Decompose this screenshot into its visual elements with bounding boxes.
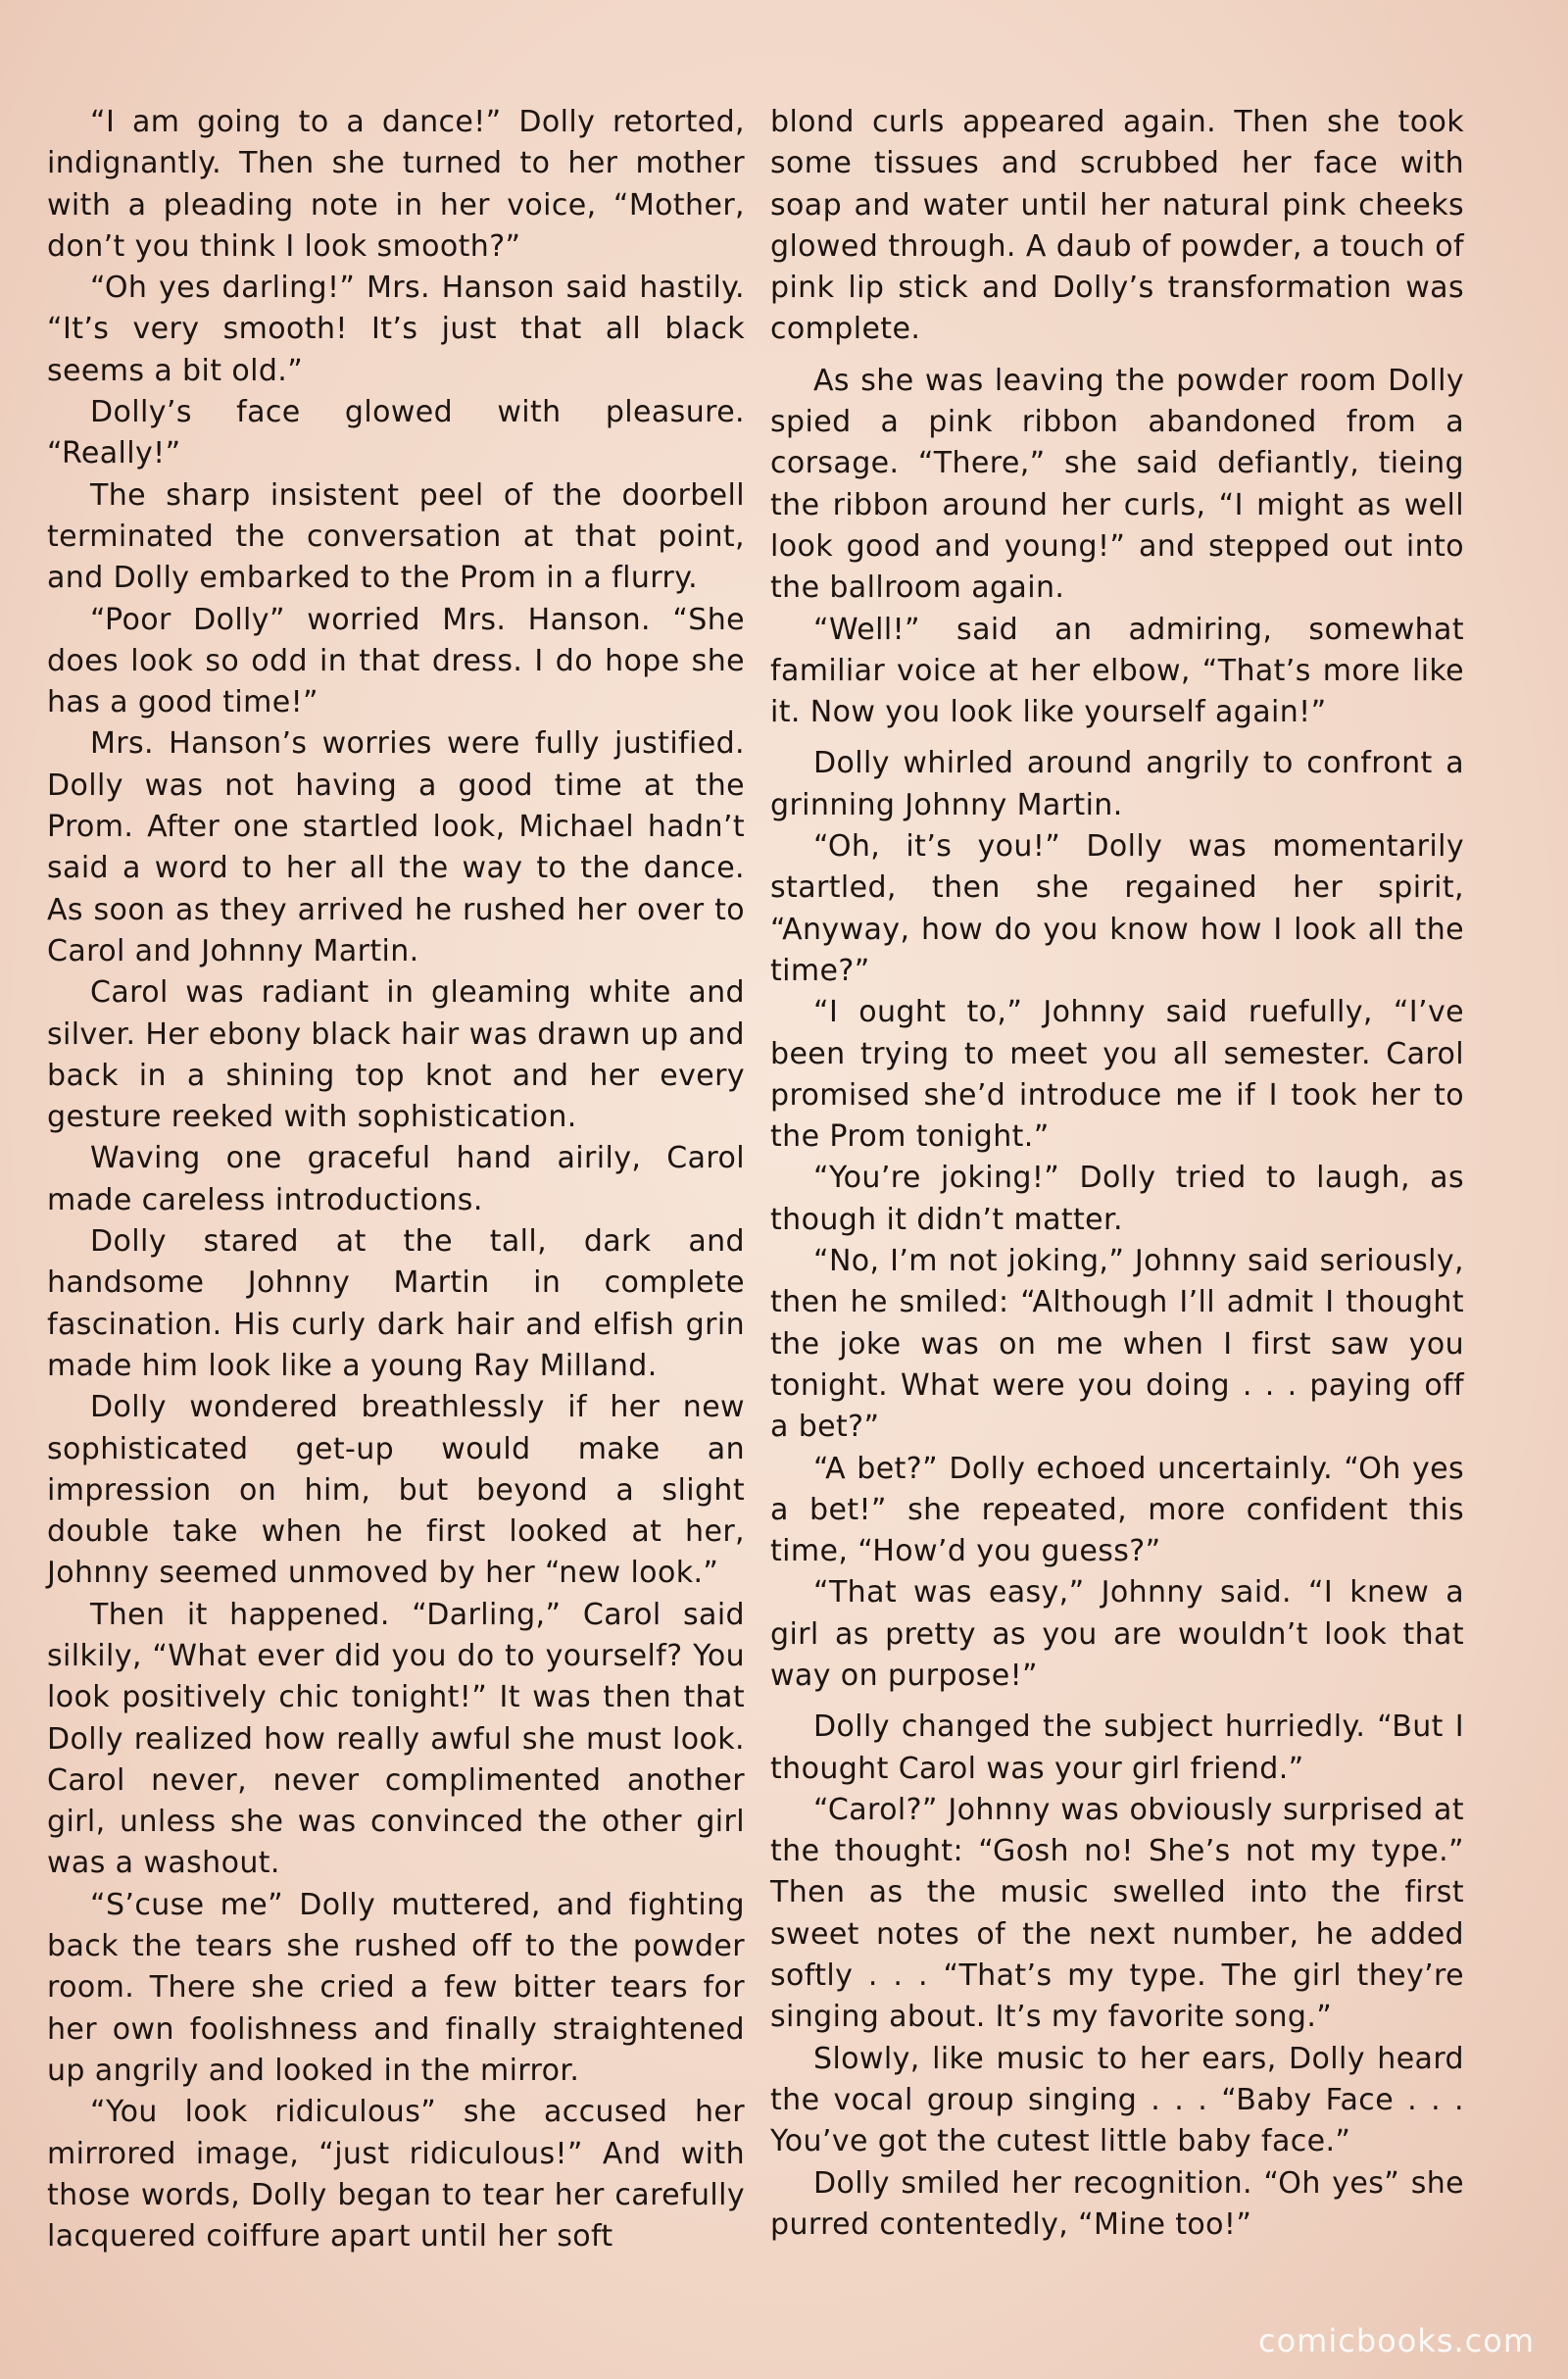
paragraph: “That was easy,” Johnny said. “I knew a girl as pretty as you are wouldn’t look that way on purpose!” (770, 1575, 1464, 1693)
paragraph: blond curls appeared again. Then she took some tissues and scrubbed her face with soap and water until her natural pink cheeks glowed through. A daub of powder, a touch of pink lip stick and Dolly’s transformation was complete. (770, 105, 1464, 347)
paragraph: “You’re joking!” Dolly tried to laugh, as though it didn’t matter. (770, 1161, 1464, 1237)
paragraph: Dolly whirled around angrily to confront a grinning Johnny Martin. (770, 746, 1464, 822)
paragraph: Dolly stared at the tall, dark and handsome Johnny Martin in complete fascination. His curly dark hair and elfish grin made him look like a young Ray Milland. (47, 1224, 745, 1383)
paragraph: Carol was radiant in gleaming white and silver. Her ebony black hair was drawn up and back in a shining top knot and her every gesture reeked with sophistication. (47, 975, 745, 1135)
paragraph: “I am going to a dance!” Dolly retorted, indignantly. Then she turned to her mother with a pleading note in her voice, “Mother, don’t you think I look smooth?” (47, 105, 745, 264)
watermark: comicbooks.com (1257, 2322, 1535, 2359)
paragraph: Dolly wondered breathlessly if her new sophisticated get-up would make an impression on him, but beyond a slight double take when he first looked at her, Johnny seemed unmoved by her “new look.” (47, 1390, 745, 1591)
left-text-column (47, 102, 745, 2257)
paragraph: “Carol?” Johnny was obviously surprised at the thought: “Gosh no! She’s not my type.” Then as the music swelled into the first sweet notes of the next number, he added softly . . . “That’s my type. The girl they’re singing about. It’s my favorite song.” (770, 1792, 1464, 2035)
paragraph: Then it happened. “Darling,” Carol said silkily, “What ever did you do to yourself? You look positively chic tonight!” It was then that Dolly realized how really awful she must look. Carol never, never complimented another girl, unless she was convinced the other girl was a washout. (47, 1597, 745, 1881)
paragraph: “Well!” said an admiring, somewhat familiar voice at her elbow, “That’s more like it. Now you look like yourself again!” (770, 612, 1464, 730)
paragraph: “Oh, it’s you!” Dolly was momentarily startled, then she regained her spirit, “Anyway, how do you know how I look all the time?” (770, 829, 1464, 988)
paragraph: Dolly’s face glowed with pleasure. “Really!” (47, 395, 745, 471)
paragraph: Waving one graceful hand airily, Carol made careless introductions. (47, 1141, 745, 1217)
paragraph: As she was leaving the powder room Dolly spied a pink ribbon abandoned from a corsage. “There,” she said defiantly, tieing the ribbon around her curls, “I might as well look good and young!” and stepped out into the ballroom again. (770, 363, 1464, 606)
paragraph: “Poor Dolly” worried Mrs. Hanson. “She does look so odd in that dress. I do hope she has a good time!” (47, 602, 745, 720)
paragraph: “Oh yes darling!” Mrs. Hanson said hastily. “It’s very smooth! It’s just that all black seems a bit old.” (47, 271, 745, 388)
paragraph: Mrs. Hanson’s worries were fully justified. Dolly was not having a good time at the Prom. After one startled look, Michael hadn’t said a word to her all the way to the dance. As soon as they arrived he rushed her over to Carol and Johnny Martin. (47, 726, 745, 968)
paragraph: “No, I’m not joking,” Johnny said seriously, then he smiled: “Although I’ll admit I thought the joke was on me when I first saw you tonight. What were you doing . . . paying off a bet?” (770, 1244, 1464, 1445)
paragraph: “You look ridiculous” she accused her mirrored image, “just ridiculous!” And with those words, Dolly began to tear her carefully lacquered coiffure apart until her soft (47, 2095, 745, 2255)
paragraph: “S’cuse me” Dolly muttered, and fighting back the tears she rushed off to the powder room. There she cried a few bitter tears for her own foolishness and finally straightened up angrily and looked in the mirror. (47, 1887, 745, 2088)
paragraph: “I ought to,” Johnny said ruefully, “I’ve been trying to meet you all semester. Carol promised she’d introduce me if I took her to the Prom tonight.” (770, 995, 1464, 1155)
paragraph: Dolly changed the subject hurriedly. “But I thought Carol was your girl friend.” (770, 1710, 1464, 1786)
right-text-column (770, 102, 1464, 2246)
paragraph: “A bet?” Dolly echoed uncertainly. “Oh yes a bet!” she repeated, more confident this time, “How’d you guess?” (770, 1451, 1464, 1569)
paragraph: Dolly smiled her recognition. “Oh yes” she purred contentedly, “Mine too!” (770, 2165, 1464, 2242)
paragraph: Slowly, like music to her ears, Dolly heard the vocal group singing . . . “Baby Face . . . You’ve got the cutest little baby face.” (770, 2041, 1464, 2159)
paragraph: The sharp insistent peel of the doorbell terminated the conversation at that point, and Dolly embarked to the Prom in a flurry. (47, 477, 745, 596)
